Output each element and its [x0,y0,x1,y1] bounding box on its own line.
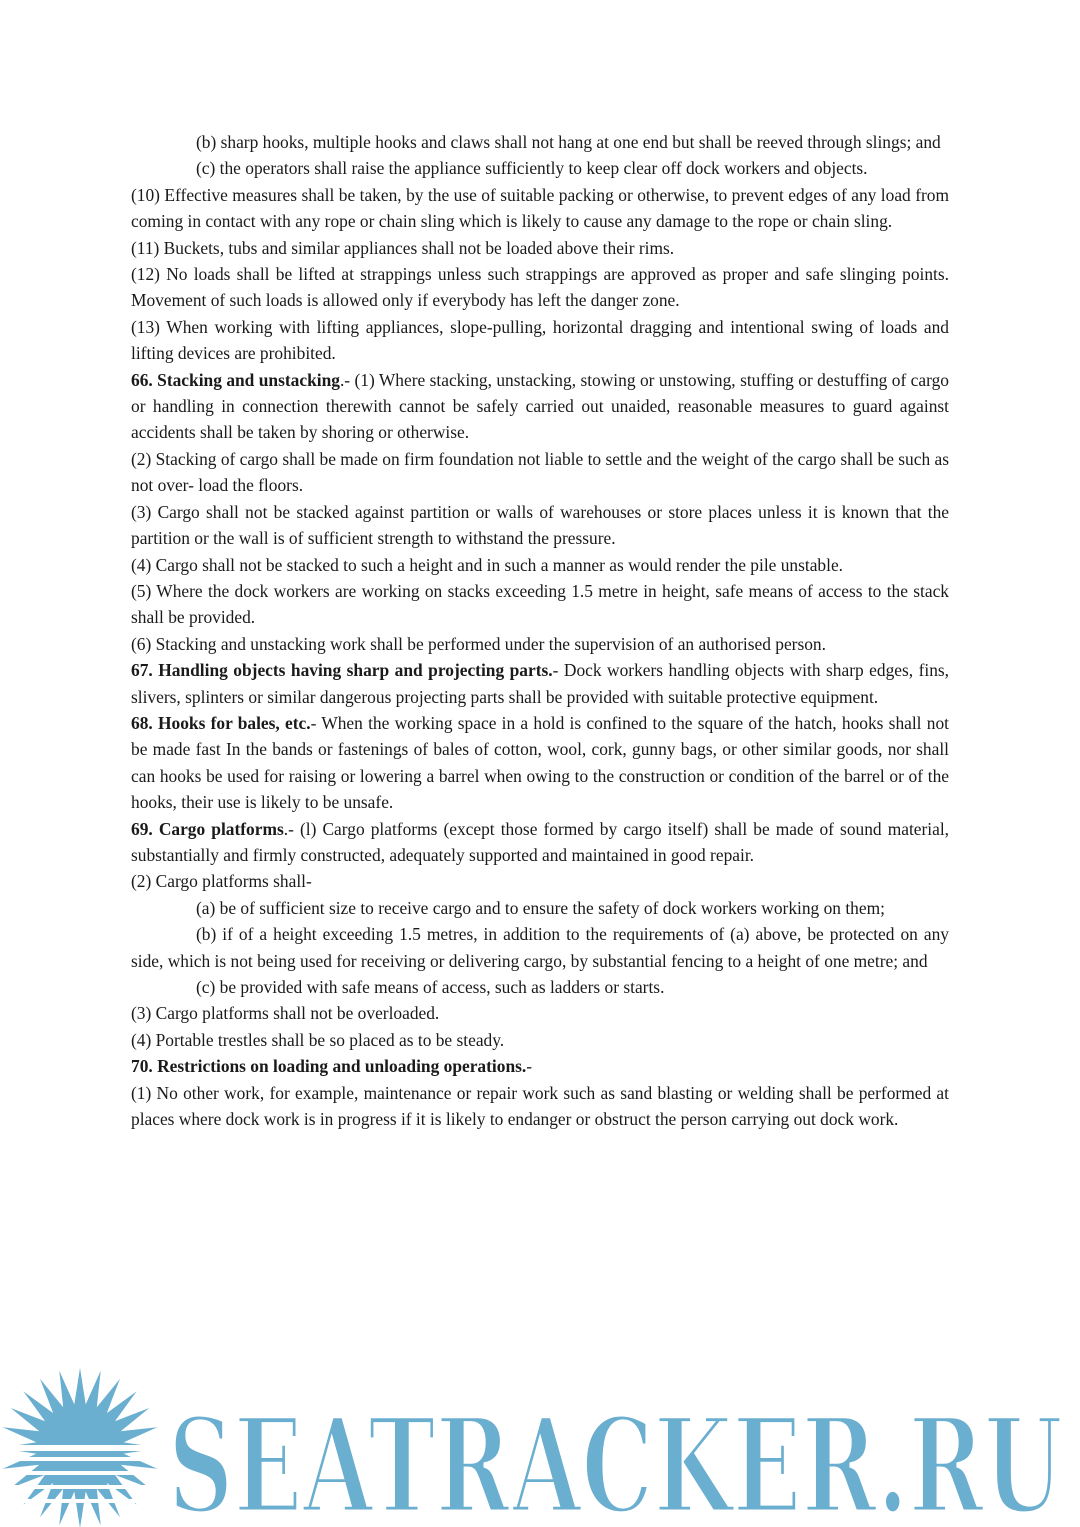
paragraph-text: .- (1) Where stacking, unstacking, stowing or unstowing, stuffing or destuffing of cargo or handling in connection therewith cannot be safely carried out unaided, reasonable measures to guard against accidents shall be taken by shoring or otherwise. [131,369,949,443]
paragraph-text: (12) No loads shall be lifted at strappings unless such strappings are approved as proper and safe slinging points. Movement of such loads is allowed only if everybody has left the danger zone. [131,264,949,311]
paragraph-text: (2) Cargo platforms shall- [131,871,312,892]
paragraph [131,235,949,261]
document-body [131,129,949,1132]
paragraph-text: (c) be provided with safe means of access, such as ladders or starts. [196,977,665,997]
paragraph-text: (a) be of sufficient size to receive cargo and to ensure the safety of dock workers working on them; [196,897,885,918]
paragraph-text: (b) sharp hooks, multiple hooks and claws shall not hang at one end but shall be reeved through slings; and [196,132,941,152]
paragraph [131,314,949,367]
paragraph [131,1027,949,1053]
paragraph [131,182,949,235]
paragraph [131,552,949,578]
paragraph [131,974,949,1000]
section-heading: 67. Handling objects having sharp and projecting parts. [131,660,553,681]
section-heading: 69. Cargo platforms [131,818,284,839]
paragraph-text: (4) Cargo shall not be stacked to such a height and in such a manner as would render the pile unstable. [131,554,844,575]
paragraph-text: .- (l) Cargo platforms (except those formed by cargo itself) shall be made of sound material, substantially and firmly constructed, adequately supported and maintained in good repair. [131,818,950,865]
paragraph [131,631,949,657]
watermark-text: SEATRACKER.RU [168,1389,1063,1527]
section-paragraph [131,657,949,710]
paragraph [131,921,949,974]
section-paragraph [131,816,949,869]
paragraph [131,261,949,314]
section-heading: 68. Hooks for bales, etc. [131,712,311,733]
paragraph-text: (10) Effective measures shall be taken, by the use of suitable packing or otherwise, to prevent edges of any load from coming in contact with any rope or chain sling which is likely to cause any damage to the rope or chain sling. [131,184,949,232]
section-paragraph [131,1053,949,1079]
paragraph-text: (2) Stacking of cargo shall be made on firm foundation not liable to settle and the weight of the cargo shall be such as not over- load the floors. [131,448,949,496]
paragraph-text: (3) Cargo platforms shall not be overloaded. [131,1003,440,1024]
seatracker-watermark [0,1362,1080,1527]
section-paragraph [131,367,949,446]
paragraph-text: (6) Stacking and unstacking work shall be performed under the supervision of an authorised person. [131,633,826,654]
paragraph-text: (13) When working with lifting appliances, slope-pulling, horizontal dragging and intentional swing of loads and lifting devices are prohibited. [131,316,949,364]
section-heading: 70. Restrictions on loading and unloading operations. [131,1056,527,1077]
paragraph [131,1080,949,1133]
paragraph-text: - When the working space in a hold is confined to the square of the hatch, hooks shall not be made fast In the bands or fastenings of bales of cotton, wool, cork, gunny bags, or other similar goods, nor shall can hooks be used for raising or lowering a barrel when owing to the construction or condition of the barrel or of the hooks, their use is likely to be unsafe. [131,712,949,813]
paragraph-text: - Dock workers handling objects with sharp edges, fins, slivers, splinters or similar dangerous projecting parts shall be provided with suitable protective equipment. [131,660,950,707]
paragraph [131,446,949,499]
paragraph [131,868,949,894]
section-heading: 66. Stacking and unstacking [131,369,340,390]
paragraph-text: (11) Buckets, tubs and similar appliances shall not be loaded above their rims. [131,237,675,258]
paragraph-text: (3) Cargo shall not be stacked against partition or walls of warehouses or store places unless it is known that the partition or the wall is of sufficient strength to withstand the pressure. [131,501,949,549]
paragraph [131,155,949,181]
section-paragraph [131,710,949,816]
paragraph-text: (1) No other work, for example, maintenance or repair work such as sand blasting or welding shall be performed at places where dock work is in progress if it is likely to endanger or obstruct the person carrying out dock work. [131,1082,949,1130]
paragraph [131,129,949,155]
paragraph-text: (5) Where the dock workers are working on stacks exceeding 1.5 metre in height, safe means of access to the stack shall be provided. [131,580,949,628]
paragraph-text: (b) if of a height exceeding 1.5 metres, in addition to the requirements of (a) above, be protected on any side, which is not being used for receiving or delivering cargo, by substantial fencing to a height of one metre; and [131,924,949,971]
paragraph [131,895,949,921]
paragraph-text: - [526,1056,533,1077]
paragraph [131,499,949,552]
paragraph [131,1000,949,1026]
paragraph [131,578,949,631]
paragraph-text: (4) Portable trestles shall be so placed as to be steady. [131,1029,505,1050]
paragraph-text: (c) the operators shall raise the appliance sufficiently to keep clear off dock workers and objects. [196,158,868,179]
